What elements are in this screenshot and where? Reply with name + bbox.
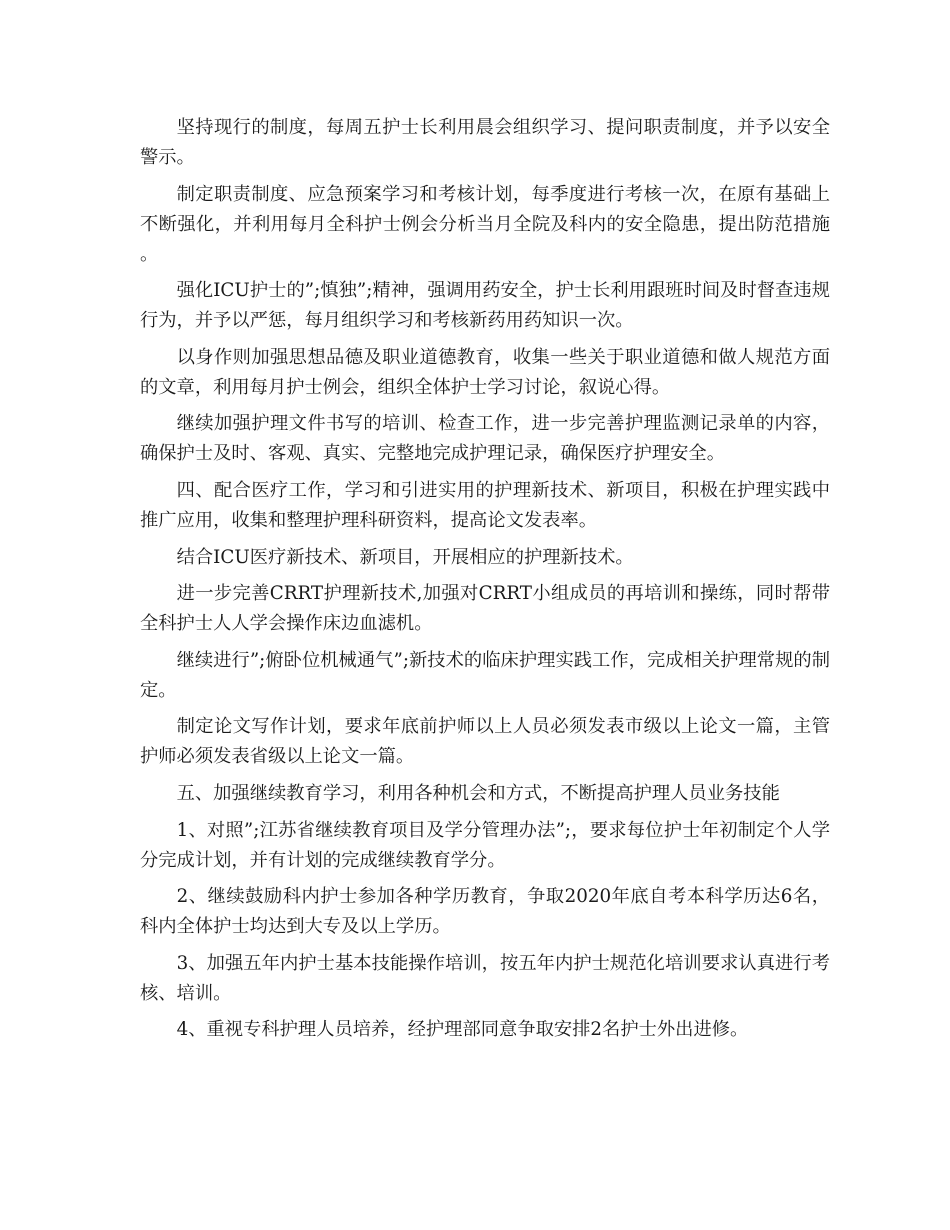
paragraph: 继续加强护理文件书写的培训、检查工作，进一步完善护理监测记录单的内容，确保护士及时、客观、真实、完整地完成护理记录，确保医疗护理安全。 — [140, 413, 830, 465]
paragraph: 继续进行”;俯卧位机械通气”;新技术的临床护理实践工作，完成相关护理常规的制定。 — [140, 649, 830, 701]
paragraph: 制定论文写作计划，要求年底前护师以上人员必须发表市级以上论文一篇，主管护师必须发表省级以上论文一篇。 — [140, 716, 830, 768]
paragraph: 结合ICU医疗新技术、新项目，开展相应的护理新技术。 — [176, 546, 634, 568]
section-heading-paragraph: 五、加强继续教育学习，利用各种机会和方式，不断提高护理人员业务技能 — [176, 782, 780, 804]
list-item-paragraph: 3、加强五年内护士基本技能操作培训，按五年内护士规范化培训要求认真进行考核、培训。 — [140, 952, 830, 1004]
paragraph: 制定职责制度、应急预案学习和考核计划，每季度进行考核一次，在原有基础上不断强化，并利用每月全科护士例会分析当月全院及科内的安全隐患，提出防范措施。 — [140, 183, 830, 265]
list-item-paragraph: 2、继续鼓励科内护士参加各种学历教育，争取2020年底自考本科学历达6名，科内全体护士均达到大专及以上学历。 — [140, 886, 830, 938]
paragraph: 以身作则加强思想品德及职业道德教育，收集一些关于职业道德和做人规范方面的文章，利用每月护士例会，组织全体护士学习讨论，叙说心得。 — [140, 346, 830, 398]
list-item-paragraph: 1、对照”;江苏省继续教育项目及学分管理办法”;，要求每位护士年初制定个人学分完成计划，并有计划的完成继续教育学分。 — [140, 819, 830, 871]
paragraph: 坚持现行的制度，每周五护士长利用晨会组织学习、提问职责制度，并予以安全警示。 — [140, 117, 830, 168]
section-heading-paragraph: 四、配合医疗工作，学习和引进实用的护理新技术、新项目，积极在护理实践中推广应用，收集和整理护理科研资料，提高论文发表率。 — [140, 479, 830, 531]
list-item-paragraph: 4、重视专科护理人员培养，经护理部同意争取安排2名护士外出进修。 — [176, 1019, 749, 1041]
paragraph: 进一步完善CRRT护理新技术,加强对CRRT小组成员的再培训和操练，同时帮带全科护士人人学会操作床边血滤机。 — [140, 583, 830, 635]
paragraph: 强化ICU护士的”;慎独”;精神，强调用药安全，护士长利用跟班时间及时督查违规行为，并予以严惩，每月组织学习和考核新药用药知识一次。 — [140, 280, 830, 332]
